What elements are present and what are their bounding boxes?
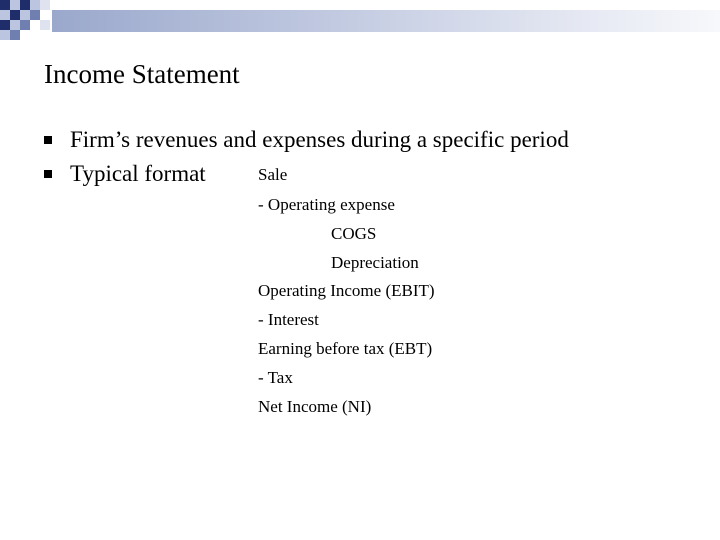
statement-line-tax: - Tax: [258, 368, 293, 387]
statement-line-sale: Sale: [258, 165, 288, 184]
statement-line-ebit: Operating Income (EBIT): [258, 281, 435, 300]
statement-line-net-income: Net Income (NI): [258, 397, 372, 416]
statement-line-operating-expense: - Operating expense: [258, 195, 395, 214]
slide-title: Income Statement: [44, 59, 240, 89]
header-gradient-bar: [52, 10, 720, 32]
header-decoration: [0, 0, 720, 46]
statement-line-cogs: COGS: [331, 224, 377, 243]
checker-pattern-icon: [0, 0, 56, 46]
bullet-item: [44, 125, 569, 155]
bullet-item: [44, 159, 206, 189]
statement-line-depreciation: Depreciation: [331, 253, 419, 272]
square-bullet-icon: [44, 170, 52, 178]
statement-line-interest: - Interest: [258, 310, 319, 329]
bullet-text: Typical format: [70, 161, 206, 186]
statement-line-ebt: Earning before tax (EBT): [258, 339, 433, 358]
bullet-text: Firm’s revenues and expenses during a specific period: [70, 127, 569, 152]
square-bullet-icon: [44, 136, 52, 144]
